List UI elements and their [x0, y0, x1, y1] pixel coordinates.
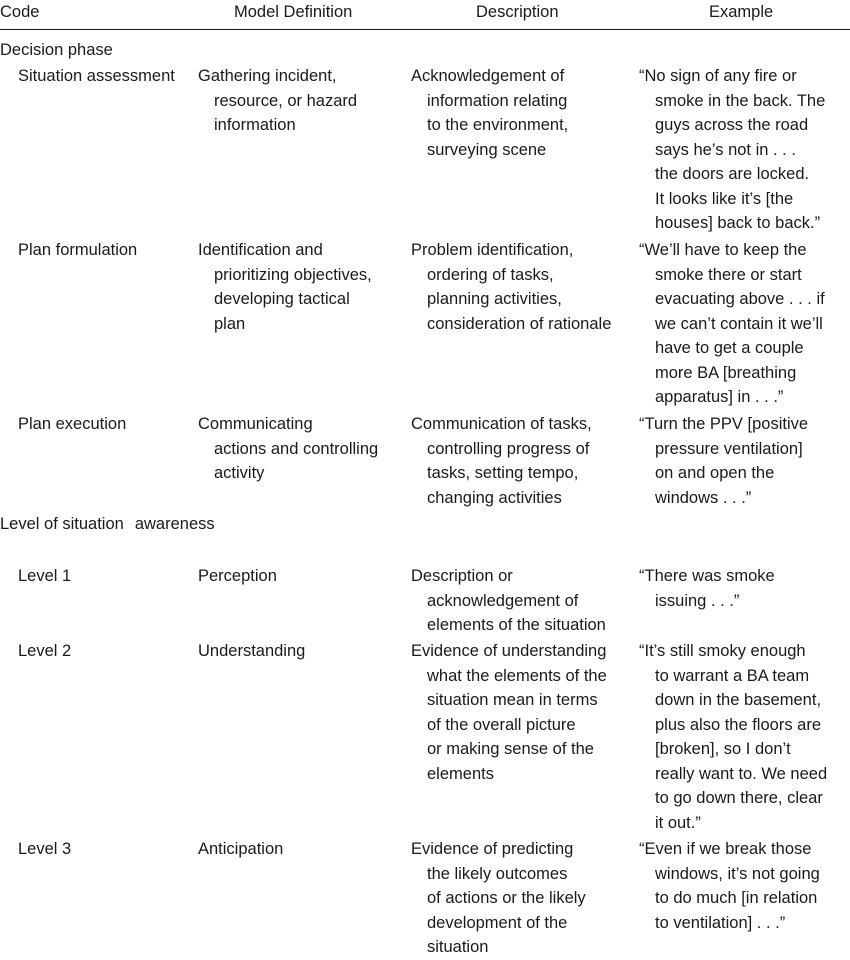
- cell-line: planning activities,: [427, 290, 562, 308]
- cell-line: elements: [427, 764, 494, 783]
- cell-line: or making sense of the: [427, 740, 594, 758]
- cell-line: smoke there or start: [655, 265, 802, 284]
- cell-line: activity: [214, 464, 265, 482]
- code-label: Level 1: [18, 567, 72, 585]
- cell-line: resource, or hazard: [214, 91, 358, 110]
- cell-line: acknowledgement of: [427, 591, 579, 610]
- cell-line: Evidence of understanding: [411, 642, 607, 660]
- example-cell: [639, 564, 775, 613]
- cell-line: awareness: [134, 515, 215, 533]
- code-cell: [18, 64, 175, 89]
- cell-line: says he’s not in . . .: [655, 140, 796, 159]
- description-cell: [411, 238, 611, 336]
- cell-line: to the environment,: [427, 116, 569, 134]
- cell-line: to do much [in relation: [655, 889, 818, 907]
- cell-line: information relating: [427, 91, 568, 110]
- cell-line: situation: [427, 938, 489, 956]
- header-code: Code: [0, 3, 40, 21]
- cell-line: Anticipation: [198, 840, 284, 858]
- cell-line: surveying scene: [427, 140, 547, 159]
- example-cell: [639, 238, 825, 410]
- cell-line: information: [214, 116, 296, 134]
- definition-cell: [198, 412, 378, 486]
- cell-line: prioritizing objectives,: [214, 265, 372, 284]
- cell-line: Understanding: [198, 642, 306, 660]
- cell-line: Decision phase: [0, 41, 113, 59]
- cell-line: It looks like it’s [the: [655, 189, 794, 208]
- definition-cell: [198, 837, 283, 862]
- cell-line: controlling progress of: [427, 439, 590, 458]
- cell-line: consideration of rationale: [427, 314, 612, 333]
- cell-line: “Turn the PPV [positive: [639, 415, 809, 433]
- cell-line: Description or: [411, 567, 513, 585]
- cell-line: Evidence of predicting: [411, 840, 574, 858]
- cell-line: we can’t contain it we’ll: [655, 314, 823, 333]
- cell-line: apparatus] in . . .”: [655, 388, 784, 406]
- cell-line: ordering of tasks,: [427, 265, 554, 284]
- code-label: Plan execution: [18, 415, 127, 433]
- definition-cell: [198, 639, 305, 664]
- cell-line: to ventilation] . . .”: [655, 913, 786, 932]
- cell-line: to warrant a BA team: [655, 666, 810, 685]
- header-model-definition: Model Definition: [234, 3, 353, 21]
- cell-line: Problem identification,: [411, 241, 574, 259]
- cell-line: “We’ll have to keep the: [639, 241, 807, 259]
- code-label: Plan formulation: [18, 241, 138, 259]
- cell-line: elements of the situation: [427, 616, 606, 634]
- cell-line: Communicating: [198, 415, 313, 433]
- code-label: Level 3: [18, 840, 72, 858]
- cell-line: pressure ventilation]: [655, 439, 803, 458]
- description-cell: [411, 64, 568, 162]
- cell-line: plan: [214, 314, 246, 333]
- cell-line: “It’s still smoky enough: [639, 642, 806, 660]
- definition-cell: [198, 564, 277, 589]
- cell-line: the likely outcomes: [427, 864, 568, 883]
- cell-line: actions and controlling: [214, 439, 379, 458]
- cell-line: Communication of tasks,: [411, 415, 592, 433]
- cell-line: smoke in the back. The: [655, 91, 826, 110]
- description-cell: [411, 837, 586, 960]
- cell-line: Perception: [198, 567, 277, 585]
- description-cell: [411, 412, 592, 510]
- cell-line: houses] back to back.”: [655, 214, 821, 232]
- code-cell: [18, 639, 71, 664]
- header-example: Example: [709, 3, 774, 21]
- example-cell: [639, 412, 808, 510]
- cell-line: development of the: [427, 913, 568, 932]
- code-cell: [18, 564, 71, 589]
- cell-line: have to get a couple: [655, 339, 804, 357]
- description-cell: [411, 639, 607, 786]
- cell-line: what the elements of the: [427, 666, 607, 685]
- definition-cell: [198, 238, 372, 336]
- cell-line: Acknowledgement of: [411, 67, 565, 85]
- cell-line: situation mean in terms: [427, 691, 598, 709]
- cell-line: Level of situation: [0, 515, 124, 533]
- cell-line: more BA [breathing: [655, 363, 797, 382]
- code-label: Level 2: [18, 642, 72, 660]
- cell-line: issuing . . .”: [655, 591, 740, 610]
- cell-line: Gathering incident,: [198, 67, 337, 85]
- section-heading: [0, 38, 113, 63]
- cell-line: on and open the: [655, 464, 775, 482]
- cell-line: of actions or the likely: [427, 889, 586, 907]
- cell-line: down in the basement,: [655, 691, 822, 709]
- cell-line: “Even if we break those: [639, 840, 812, 858]
- cell-line: evacuating above . . . if: [655, 290, 825, 308]
- cell-line: of the overall picture: [427, 715, 576, 734]
- cell-line: [broken], so I don’t: [655, 740, 791, 758]
- cell-line: Identification and: [198, 241, 323, 259]
- cell-line: windows . . .”: [655, 488, 752, 507]
- cell-line: changing activities: [427, 488, 562, 507]
- example-cell: [639, 639, 827, 835]
- cell-line: plus also the floors are: [655, 715, 822, 734]
- cell-line: guys across the road: [655, 116, 809, 134]
- example-cell: [639, 64, 825, 236]
- header-rule: [0, 29, 850, 30]
- cell-line: “There was smoke: [639, 567, 775, 585]
- cell-line: to go down there, clear: [655, 789, 823, 807]
- cell-line: “No sign of any fire or: [639, 67, 797, 85]
- cell-line: windows, it’s not going: [655, 864, 820, 883]
- section-heading: [0, 512, 215, 537]
- description-cell: [411, 564, 606, 638]
- example-cell: [639, 837, 820, 935]
- header-description: Description: [476, 3, 559, 21]
- cell-line: it out.”: [655, 813, 701, 832]
- cell-line: developing tactical: [214, 290, 350, 308]
- definition-cell: [198, 64, 357, 138]
- cell-line: tasks, setting tempo,: [427, 464, 579, 482]
- cell-line: the doors are locked.: [655, 165, 810, 183]
- code-cell: [18, 412, 126, 437]
- code-label: Situation assessment: [18, 67, 175, 85]
- code-cell: [18, 837, 71, 862]
- code-cell: [18, 238, 137, 263]
- cell-line: really want to. We need: [655, 764, 828, 783]
